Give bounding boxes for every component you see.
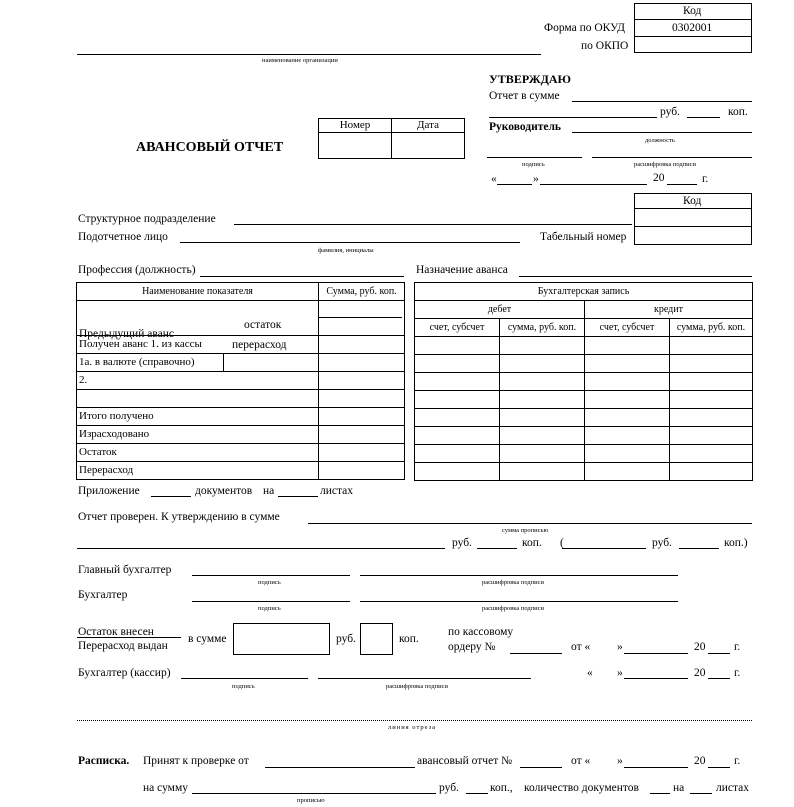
approve-q1: « xyxy=(491,173,497,185)
rest-kop-input[interactable] xyxy=(360,623,393,655)
acc-sign-caption: подпись xyxy=(258,605,281,612)
receipt-year: 20 xyxy=(694,755,706,767)
row-total-sum[interactable] xyxy=(319,408,405,426)
debet-account-header: счет, субсчет xyxy=(415,319,500,337)
receipt-on: на xyxy=(673,782,685,794)
check-open: ( xyxy=(560,537,564,549)
okud-label: Форма по ОКУД xyxy=(544,22,625,34)
row-currency: 1а. в валюте (справочно) xyxy=(79,356,195,368)
check-rub2: руб. xyxy=(652,537,672,549)
profession-line[interactable] xyxy=(200,276,404,277)
attach-on: на xyxy=(263,485,275,497)
receipt-kop: коп., xyxy=(490,782,513,794)
approve-title: УТВЕРЖДАЮ xyxy=(489,72,572,86)
date-cell[interactable] xyxy=(392,133,465,159)
head-label: Руководитель xyxy=(489,121,561,133)
code-header: Код xyxy=(683,5,702,17)
cashier-q2: » xyxy=(617,667,623,679)
receipt-title: Расписка. xyxy=(78,755,130,767)
row-currency-cell xyxy=(77,354,319,372)
chief-label: Главный бухгалтер xyxy=(78,564,172,576)
receipt-count: количество документов xyxy=(524,782,639,794)
acc-cell[interactable] xyxy=(415,337,500,355)
cashier-decode-caption: расшифровка подписи xyxy=(386,683,449,690)
person-line[interactable] xyxy=(180,242,520,243)
approve-decode-caption: расшифровка подписи xyxy=(634,161,697,168)
debet-sum-header: сумма, руб. коп. xyxy=(500,319,585,337)
row-cash: Получен аванс 1. из кассы xyxy=(77,336,319,354)
check-kop2: коп.) xyxy=(724,537,748,549)
row-empty xyxy=(77,390,319,408)
attach-sheets: листах xyxy=(320,485,354,497)
order-label-1: по кассовому xyxy=(448,626,514,638)
prev-advance-sum[interactable] xyxy=(319,301,405,336)
rest-year: 20 xyxy=(694,641,706,653)
rest-kop: коп. xyxy=(399,633,419,645)
chief-sign-caption: подпись xyxy=(258,579,281,586)
approve-rub: руб. xyxy=(660,106,680,118)
cashier-label: Бухгалтер (кассир) xyxy=(78,667,171,679)
accounting-header: Бухгалтерская запись xyxy=(415,283,753,301)
indicator-header: Наименование показателя xyxy=(77,283,319,301)
row-currency-sum[interactable] xyxy=(319,354,405,372)
dept-label: Структурное подразделение xyxy=(78,213,216,225)
row-overspend-sum[interactable] xyxy=(319,462,405,480)
number-header: Номер xyxy=(319,119,392,133)
cashier-q1: « xyxy=(587,667,593,679)
rest-sum-label: в сумме xyxy=(188,633,227,645)
receipt-rub: руб. xyxy=(439,782,459,794)
rest-rub-input[interactable] xyxy=(233,623,330,655)
receipt-report-no: авансовый отчет № xyxy=(417,755,513,767)
ostatok-label: остаток xyxy=(244,319,282,331)
cashier-sign-caption: подпись xyxy=(232,683,255,690)
row-spent-sum[interactable] xyxy=(319,426,405,444)
receipt-sum-label: на сумму xyxy=(143,782,188,794)
rest-in-label: Остаток внесен xyxy=(78,626,154,638)
row-spent: Израсходовано xyxy=(77,426,319,444)
chief-decode-caption: расшифровка подписи xyxy=(482,579,545,586)
pererashod-label: перерасход xyxy=(232,339,287,351)
dept-code-header: Код xyxy=(683,195,702,207)
number-cell[interactable] xyxy=(319,133,392,159)
org-line[interactable] xyxy=(77,54,541,55)
rest-from: от « xyxy=(571,641,591,653)
receipt-sheets: листах xyxy=(716,782,750,794)
accountant-label: Бухгалтер xyxy=(78,589,128,601)
approve-sum-label: Отчет в сумме xyxy=(489,90,560,102)
rest-rub: руб. xyxy=(336,633,356,645)
row-empty-sum[interactable] xyxy=(319,390,405,408)
row-rest: Остаток xyxy=(77,444,319,462)
tab-number-label: Табельный номер xyxy=(540,231,627,243)
date-header: Дата xyxy=(392,119,465,133)
rest-g: г. xyxy=(734,641,741,653)
kredit-header: кредит xyxy=(585,301,753,319)
purpose-line[interactable] xyxy=(519,276,752,277)
row-cash-sum[interactable] xyxy=(319,336,405,354)
dept-line[interactable] xyxy=(234,224,632,225)
approve-sign-caption: подпись xyxy=(522,161,545,168)
number-date-table xyxy=(318,118,465,159)
approve-g: г. xyxy=(702,173,709,185)
okpo-label: по ОКПО xyxy=(581,40,629,52)
check-kop: коп. xyxy=(522,537,542,549)
sum-header: Сумма, руб. коп. xyxy=(319,283,405,301)
person-label: Подотчетное лицо xyxy=(78,231,168,243)
kredit-sum-header: сумма, руб. коп. xyxy=(670,319,753,337)
approve-year: 20 xyxy=(653,172,665,184)
receipt-propis: прописью xyxy=(297,797,325,804)
prev-advance-label: Предыдущий аванс xyxy=(79,328,174,340)
overspend-out-label: Перерасход выдан xyxy=(78,640,168,652)
page-title: АВАНСОВЫЙ ОТЧЕТ xyxy=(136,140,284,155)
profession-label: Профессия (должность) xyxy=(78,264,196,276)
kredit-account-header: счет, субсчет xyxy=(585,319,670,337)
fio-caption: фамилия, инициалы xyxy=(318,247,374,254)
org-caption: наименование организации xyxy=(262,57,338,64)
row-overspend: Перерасход xyxy=(77,462,319,480)
attach-docs: документов xyxy=(195,485,253,497)
cut-caption: линия отреза xyxy=(388,724,437,731)
receipt-g: г. xyxy=(734,755,741,767)
indicators-table xyxy=(76,282,405,480)
receipt-from: от « xyxy=(571,755,591,767)
approve-kop: коп. xyxy=(728,106,748,118)
accounting-table xyxy=(414,282,753,481)
check-label: Отчет проверен. К утверждению в сумме xyxy=(78,511,280,523)
cashier-year: 20 xyxy=(694,667,706,679)
receipt-q: » xyxy=(617,755,623,767)
row-total-received: Итого получено xyxy=(77,408,319,426)
order-label-2: ордеру № xyxy=(448,641,496,653)
approve-q2: » xyxy=(533,173,539,185)
propis-caption: сумма прописью xyxy=(502,527,549,534)
okud-value[interactable]: 0302001 xyxy=(672,22,713,34)
debet-header: дебет xyxy=(415,301,585,319)
row-rest-sum[interactable] xyxy=(319,444,405,462)
check-rub: руб. xyxy=(452,537,472,549)
acc-decode-caption: расшифровка подписи xyxy=(482,605,545,612)
purpose-label: Назначение аванса xyxy=(416,264,508,276)
attach-label: Приложение xyxy=(78,485,140,497)
cashier-g: г. xyxy=(734,667,741,679)
currency-input[interactable] xyxy=(223,353,319,372)
rest-q: » xyxy=(617,641,623,653)
receipt-accepted: Принят к проверке от xyxy=(143,755,249,767)
row-two: 2. xyxy=(77,372,319,390)
post-caption: должность xyxy=(645,137,675,144)
row-two-sum[interactable] xyxy=(319,372,405,390)
cut-line xyxy=(77,720,752,721)
